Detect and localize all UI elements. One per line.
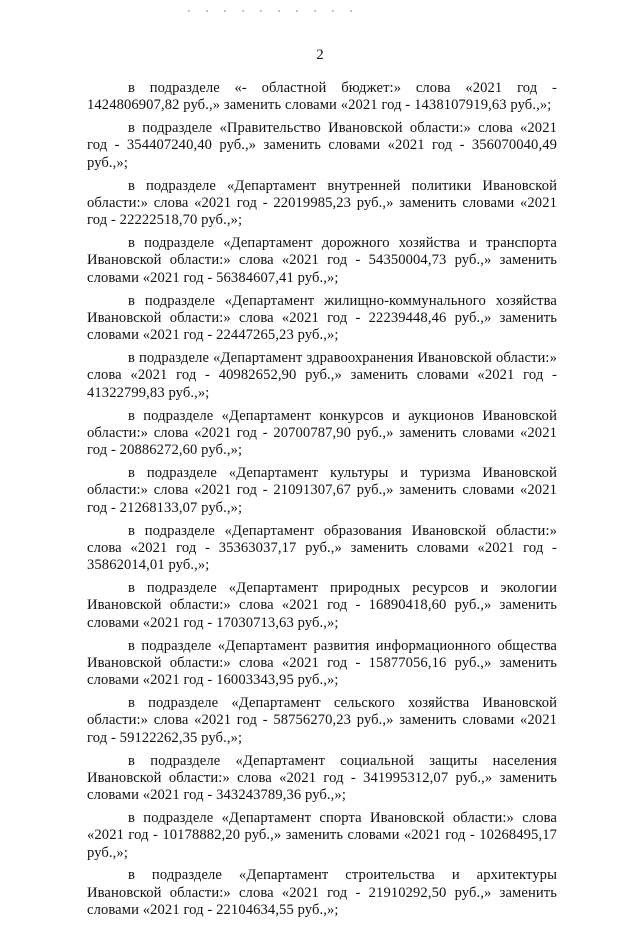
page-number: 2	[316, 47, 324, 63]
paragraph: в подразделе «Департамент дорожного хозяйства и транспорта Ивановской области:» слова «2021 год - 54350004,73 руб.,» заменить словами «2021 год - 56384607,41 руб.,»;	[87, 235, 557, 286]
paragraph: в подразделе «Департамент конкурсов и аукционов Ивановской области:» слова «2021 год - 20700787,90 руб.,» заменить словами «2021 год - 20886272,60 руб.,»;	[87, 407, 557, 459]
paragraph: в подразделе «Департамент образования Ивановской области:» слова «2021 год - 35363037,17 руб.,» заменить словами «2021 год - 35862014,01 руб.,»;	[87, 522, 557, 574]
scan-artifact	[180, 9, 360, 13]
paragraph: в подразделе «Департамент жилищно-коммунального хозяйства Ивановской области:» слова «2021 год - 22239448,46 руб.,» заменить словами «2021 год - 22447265,23 руб.,»;	[87, 292, 557, 344]
paragraph: в подразделе «Правительство Ивановской области:» слова «2021 год - 354407240,40 руб.,» заменить словами «2021 год - 356070040,49 руб.,»;	[87, 120, 557, 171]
paragraph: в подразделе «Департамент социальной защиты населения Ивановской области:» слова «2021 год - 341995312,07 руб.,» заменить словами «2021 год - 343243789,36 руб.,»;	[87, 752, 557, 804]
document-body	[87, 80, 557, 925]
paragraph: в подразделе «Департамент развития информационного общества Ивановской области:» слова «2021 год - 15877056,16 руб.,» заменить словами «2021 год - 16003343,95 руб.,»;	[87, 637, 557, 689]
paragraph: в подразделе «Департамент здравоохранения Ивановской области:» слова «2021 год - 40982652,90 руб.,» заменить словами «2021 год - 41322799,83 руб.,»;	[87, 350, 557, 401]
paragraph: в подразделе «Департамент строительства и архитектуры Ивановской области:» слова «2021 год - 21910292,50 руб.,» заменить словами «2021 год - 22104634,55 руб.,»;	[87, 867, 557, 919]
paragraph: в подразделе «Департамент природных ресурсов и экологии Ивановской области:» слова «2021 год - 16890418,60 руб.,» заменить словами «2021 год - 17030713,63 руб.,»;	[87, 580, 557, 631]
paragraph: в подразделе «Департамент культуры и туризма Ивановской области:» слова «2021 год - 21091307,67 руб.,» заменить словами «2021 год - 21268133,07 руб.,»;	[87, 465, 557, 516]
paragraph: в подразделе «Департамент сельского хозяйства Ивановской области:» слова «2021 год - 58756270,23 руб.,» заменить словами «2021 год - 59122262,35 руб.,»;	[87, 695, 557, 746]
paragraph: в подразделе «- областной бюджет:» слова «2021 год - 1424806907,82 руб.,» заменить словами «2021 год - 1438107919,63 руб.,»;	[87, 80, 557, 114]
paragraph: в подразделе «Департамент внутренней политики Ивановской области:» слова «2021 год - 22019985,23 руб.,» заменить словами «2021 год - 22222518,70 руб.,»;	[87, 177, 557, 229]
paragraph: в подразделе «Департамент спорта Ивановской области:» слова «2021 год - 10178882,20 руб.,» заменить словами «2021 год - 10268495,17 руб.,»;	[87, 810, 557, 861]
